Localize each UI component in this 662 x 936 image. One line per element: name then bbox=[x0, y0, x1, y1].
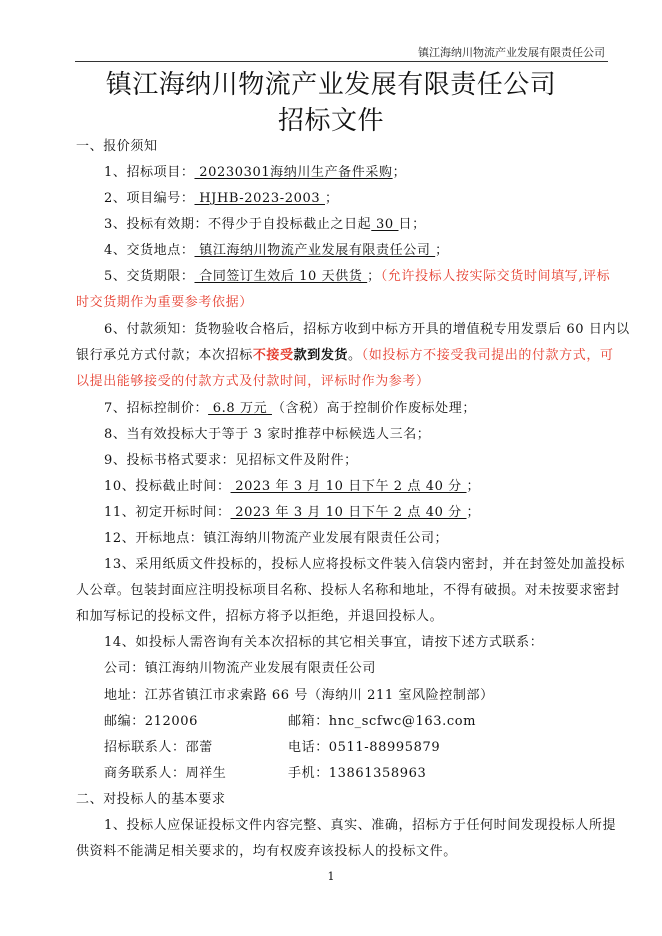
item13-line2: 人公章。包装封面应注明投标项目名称、投标人名称和地址，不得有破损。对未按要求密封 bbox=[76, 583, 621, 598]
item2-project-number: 2、项目编号： HJHB-2023-2003 ； bbox=[104, 191, 339, 206]
contact-company: 公司：镇江海纳川物流产业发展有限责任公司 bbox=[104, 661, 377, 676]
page-number: 1 bbox=[327, 870, 335, 883]
item13-line3: 和加写标记的投标文件，招标方将予以拒绝，并退回投标人。 bbox=[76, 609, 444, 624]
contact-phone: 电话：0511-88995879 bbox=[288, 740, 441, 755]
contact-email: 邮箱：hnc_scfwc@163.com bbox=[288, 714, 477, 729]
document-title: 招标文件 bbox=[277, 106, 384, 136]
document-title-company: 镇江海纳川物流产业发展有限责任公司 bbox=[105, 70, 557, 100]
header-divider bbox=[75, 61, 608, 62]
contact-address: 地址：江苏省镇江市求索路 66 号（海纳川 211 室风险控制部） bbox=[104, 688, 494, 703]
item6-note-continued: 以提出能够接受的付款方式及付款时间，评标时作为参考） bbox=[76, 374, 430, 389]
item3-bid-validity: 3、投标有效期：不得少于自投标截止之日起 30 日； bbox=[104, 217, 426, 232]
item1-tender-project: 1、招标项目： 20230301海纳川生产备件采购； bbox=[104, 165, 407, 180]
running-header-company: 镇江海纳川物流产业发展有限责任公司 bbox=[418, 46, 605, 59]
contact-person-tender: 招标联系人：邵蕾 bbox=[104, 740, 213, 755]
item13-sealing-requirements: 13、采用纸质文件投标的，投标人应将投标文件装入信袋内密封，并在封签处加盖投标 bbox=[104, 557, 625, 572]
section2-item1: 1、投标人应保证投标文件内容完整、真实、准确，招标方于任何时间发现投标人所提 bbox=[104, 818, 617, 833]
item5-delivery-period: 5、交货期限： 合同签订生效后 10 天供货 ；（允许投标人按实际交货时间填写,评标 bbox=[104, 269, 611, 284]
item6-payment-terms-line2: 银行承兑方式付款；本次招标不接受款到发货。（如投标方不接受我司提出的付款方式，可 bbox=[76, 348, 614, 363]
item8-candidates: 8、当有效投标大于等于 3 家时推荐中标候选人三名； bbox=[104, 427, 431, 442]
item9-format-requirements: 9、投标书格式要求：见招标文件及附件； bbox=[104, 453, 358, 468]
item4-delivery-location: 4、交货地点： 镇江海纳川物流产业发展有限责任公司 ； bbox=[104, 243, 449, 258]
section2-heading: 二、对投标人的基本要求 bbox=[76, 792, 226, 807]
contact-postcode: 邮编：212006 bbox=[104, 714, 199, 729]
item7-control-price: 7、招标控制价： 6.8 万元 （含税）高于控制价作废标处理； bbox=[104, 401, 476, 416]
item12-opening-location: 12、开标地点：镇江海纳川物流产业发展有限责任公司； bbox=[104, 531, 449, 546]
item5-note-continued: 时交货期作为重要参考依据） bbox=[76, 295, 253, 310]
section2-item1-line2: 供资料不能满足相关要求的，均有权废弃该投标人的投标文件。 bbox=[76, 844, 457, 859]
item11-opening-time: 11、初定开标时间： 2023 年 3 月 10 日下午 2 点 40 分 ； bbox=[104, 505, 481, 520]
item10-bid-deadline: 10、投标截止时间： 2023 年 3 月 10 日下午 2 点 40 分 ； bbox=[104, 479, 481, 494]
item14-contact-intro: 14、如投标人需咨询有关本次招标的其它相关事宜，请按下述方式联系： bbox=[104, 635, 544, 650]
contact-mobile: 手机：13861358963 bbox=[288, 766, 427, 781]
section1-heading: 一、报价须知 bbox=[76, 139, 158, 154]
item6-payment-terms: 6、付款须知：货物验收合格后，招标方收到中标方开具的增值税专用发票后 60 日内以 bbox=[104, 322, 630, 337]
contact-person-business: 商务联系人：周祥生 bbox=[104, 766, 227, 781]
